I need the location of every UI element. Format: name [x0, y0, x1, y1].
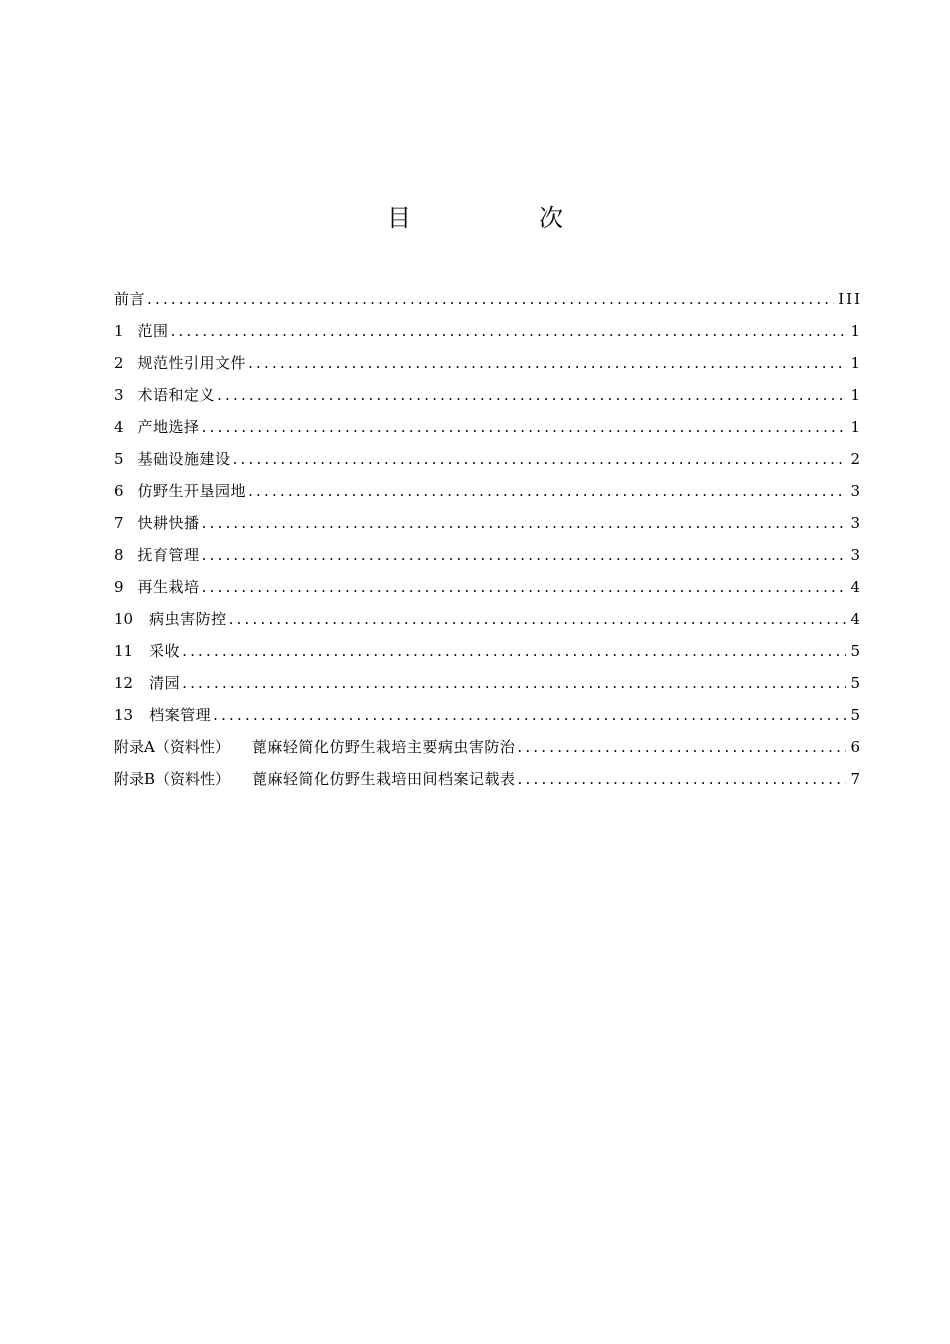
- toc-entry[interactable]: [114, 638, 860, 670]
- toc-entry-label: 前言: [114, 290, 146, 308]
- toc-entry-label: 病虫害防控: [149, 610, 227, 628]
- toc-entry-label: 快耕快播: [137, 514, 200, 532]
- toc-entry-number: 11: [114, 642, 134, 660]
- toc-entry-label: 档案管理: [149, 706, 212, 724]
- toc-dot-leader: [229, 606, 847, 632]
- toc-dot-leader: [182, 670, 846, 696]
- toc-entry-label: 范围: [137, 322, 169, 340]
- toc-page-number: III: [838, 290, 862, 308]
- toc-page-number: 4: [850, 578, 862, 596]
- toc-entry-label: 产地选择: [137, 418, 200, 436]
- toc-appendix-a[interactable]: [114, 734, 860, 766]
- toc-entry[interactable]: [114, 702, 860, 734]
- toc-page-number: 1: [850, 418, 862, 436]
- toc-page-number: 7: [850, 770, 862, 788]
- toc-entry[interactable]: [114, 606, 860, 638]
- toc-page-number: 1: [850, 354, 862, 372]
- toc-entry[interactable]: [114, 446, 860, 478]
- toc-page-number: 2: [850, 450, 862, 468]
- toc-dot-leader: [202, 574, 847, 600]
- toc-dot-leader: [213, 702, 846, 728]
- toc-page-number: 5: [850, 674, 862, 692]
- toc-entry-number: 9: [114, 578, 124, 596]
- toc-entry-label: 抚育管理: [137, 546, 200, 564]
- toc-entry-foreword[interactable]: [114, 286, 860, 318]
- toc-entry-number: 10: [114, 610, 134, 628]
- toc-dot-leader: [202, 414, 847, 440]
- toc-page-number: 4: [850, 610, 862, 628]
- toc-dot-leader: [248, 350, 846, 376]
- toc-entry-number: 2: [114, 354, 124, 372]
- toc-entry-label: 清园: [149, 674, 181, 692]
- toc-appendix-b[interactable]: [114, 766, 860, 798]
- toc-entry[interactable]: [114, 350, 860, 382]
- toc-entry[interactable]: [114, 318, 860, 350]
- toc-entry-label: 术语和定义: [137, 386, 216, 404]
- toc-page-number: 3: [850, 546, 862, 564]
- toc-dot-leader: [217, 382, 846, 408]
- toc-page-number: 3: [850, 482, 862, 500]
- toc-dot-leader: [233, 446, 847, 472]
- toc-dot-leader: [517, 734, 846, 760]
- toc-entry[interactable]: [114, 510, 860, 542]
- appendix-tag: 附录A（资料性）: [114, 738, 230, 756]
- toc-page-number: 1: [850, 322, 862, 340]
- toc-entry-number: 13: [114, 706, 134, 724]
- toc-entry-number: 8: [114, 546, 124, 564]
- toc-entry[interactable]: [114, 478, 860, 510]
- table-of-contents: [114, 286, 860, 798]
- toc-dot-leader: [182, 638, 846, 664]
- toc-page-number: 5: [850, 642, 862, 660]
- toc-entry-label: 再生栽培: [137, 578, 200, 596]
- toc-entry[interactable]: [114, 574, 860, 606]
- toc-page-number: 5: [850, 706, 862, 724]
- page-title: 目 次: [387, 204, 615, 232]
- toc-dot-leader: [248, 478, 846, 504]
- toc-entry-label: 仿野生开垦园地: [137, 482, 247, 500]
- toc-dot-leader: [518, 766, 847, 792]
- toc-page-number: 3: [850, 514, 862, 532]
- toc-entry[interactable]: [114, 382, 860, 414]
- toc-page-number: 6: [850, 738, 862, 756]
- toc-entry-label: 蓖麻轻简化仿野生栽培主要病虫害防治: [251, 738, 516, 756]
- toc-entry-number: 1: [114, 322, 124, 340]
- toc-entry-number: 3: [114, 386, 124, 404]
- toc-entry-label: 规范性引用文件: [137, 354, 247, 372]
- toc-dot-leader: [171, 318, 847, 344]
- toc-entry[interactable]: [114, 670, 860, 702]
- toc-entry[interactable]: [114, 414, 860, 446]
- toc-page-number: 1: [850, 386, 862, 404]
- toc-entry-number: 6: [114, 482, 124, 500]
- toc-entry-label: 采收: [149, 642, 181, 660]
- toc-entry-label: 蓖麻轻简化仿野生栽培田间档案记载表: [252, 770, 516, 788]
- toc-dot-leader: [147, 286, 834, 312]
- toc-entry-label: 基础设施建设: [137, 450, 231, 468]
- toc-dot-leader: [202, 542, 847, 568]
- toc-entry[interactable]: [114, 542, 860, 574]
- toc-dot-leader: [202, 510, 847, 536]
- toc-entry-number: 12: [114, 674, 134, 692]
- toc-entry-number: 7: [114, 514, 124, 532]
- toc-entry-number: 5: [114, 450, 124, 468]
- toc-entry-number: 4: [114, 418, 124, 436]
- appendix-tag: 附录B（资料性）: [114, 770, 231, 788]
